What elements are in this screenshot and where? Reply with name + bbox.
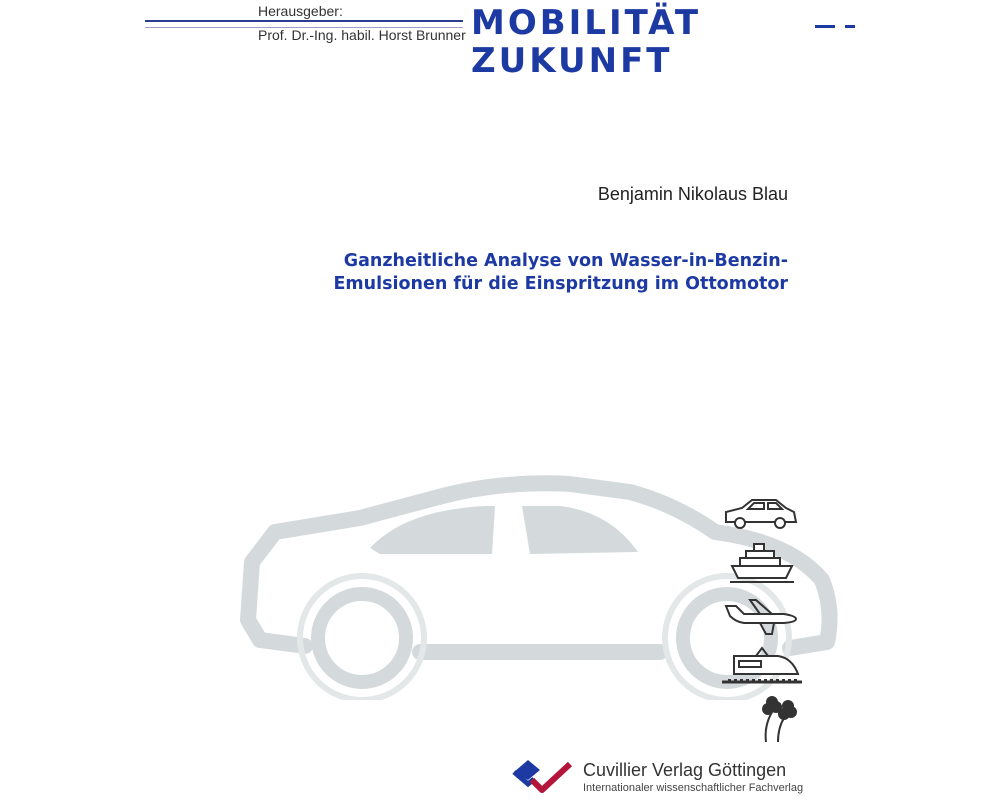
cuvillier-logo-icon	[510, 758, 576, 796]
series-dashes	[815, 25, 857, 29]
transport-icons	[716, 488, 806, 748]
editor-label: Herausgeber:	[258, 3, 343, 19]
book-title	[228, 250, 788, 296]
ship-icon	[730, 544, 794, 582]
book-title-line2: Emulsionen für die Einspritzung im Ottomotor	[333, 274, 788, 294]
series-title	[471, 4, 701, 80]
airplane-icon	[726, 600, 796, 634]
author-name: Benjamin Nikolaus Blau	[597, 184, 788, 204]
publisher-subtitle: Internationaler wissenschaftlicher Fachverlag	[583, 782, 804, 794]
publisher-name: Cuvillier Verlag Göttingen	[583, 760, 787, 780]
editor-name: Prof. Dr.-Ing. habil. Horst Brunner	[258, 27, 466, 43]
train-icon	[722, 648, 802, 682]
series-title-line1: MOBILITÄT	[471, 3, 702, 43]
palm-trees-icon	[763, 697, 796, 742]
transport-icon-column	[716, 488, 806, 753]
car-icon	[726, 500, 796, 528]
series-title-line2: ZUKUNFT	[471, 41, 673, 81]
book-title-line1: Ganzheitliche Analyse von Wasser-in-Benzin-	[343, 251, 788, 271]
header-rule	[145, 20, 463, 22]
